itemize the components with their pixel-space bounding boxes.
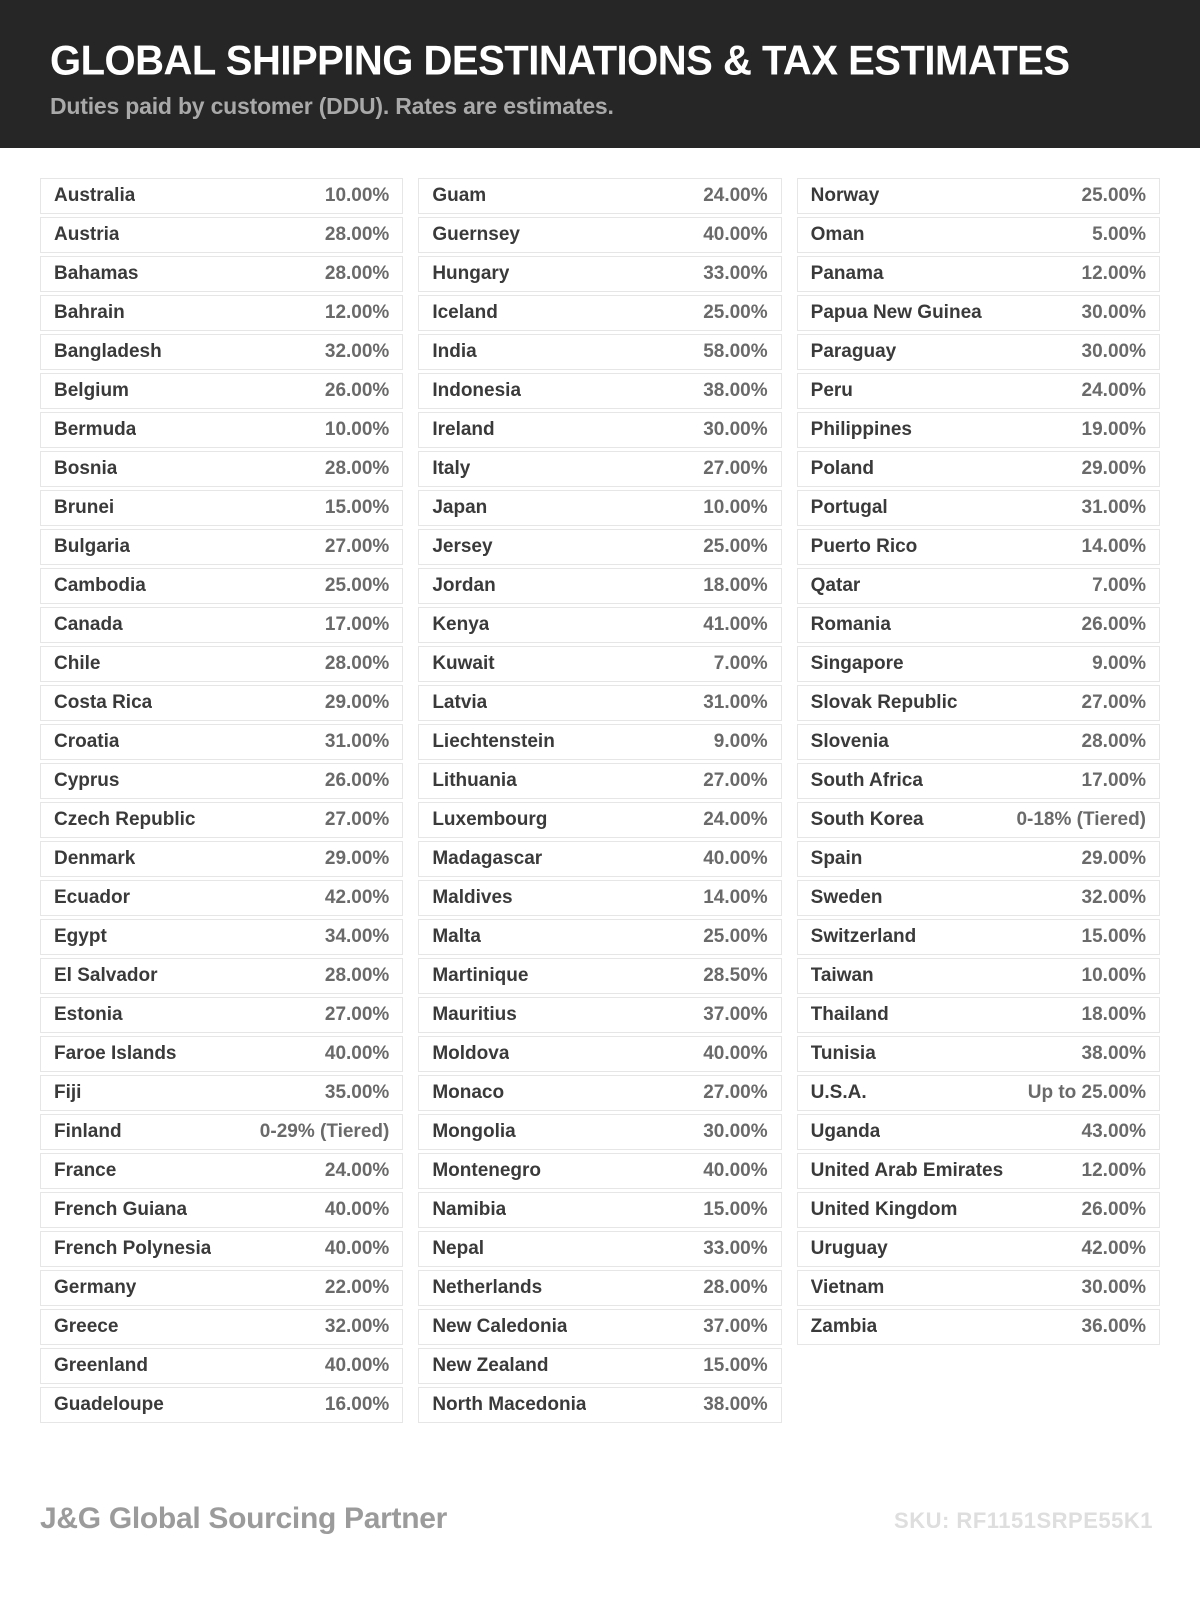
rate-value: 42.00%	[324, 887, 390, 908]
rate-value: 32.00%	[1081, 887, 1146, 908]
rate-value: 30.00%	[1081, 1277, 1146, 1298]
country-name: Brunei	[54, 497, 115, 518]
rates-table	[40, 178, 1160, 1426]
rate-row	[418, 685, 781, 721]
rate-row	[797, 256, 1160, 292]
rate-row	[797, 1153, 1160, 1189]
country-name: Papua New Guinea	[810, 302, 982, 323]
country-name: Mauritius	[432, 1004, 517, 1025]
rate-row	[40, 1309, 403, 1345]
rate-value: 28.00%	[324, 263, 390, 284]
rate-value: 40.00%	[703, 224, 768, 245]
country-name: Philippines	[810, 419, 913, 440]
rate-row	[418, 490, 781, 526]
rate-row	[418, 1231, 781, 1267]
country-name: India	[432, 341, 477, 362]
rate-value: 35.00%	[324, 1082, 390, 1103]
rate-value: 43.00%	[1081, 1121, 1146, 1142]
country-name: United Kingdom	[810, 1199, 958, 1220]
country-name: Canada	[54, 614, 123, 635]
rate-value: 31.00%	[703, 692, 768, 713]
rate-row	[418, 334, 781, 370]
rate-value: 25.00%	[1081, 185, 1146, 206]
rate-value: 29.00%	[1081, 848, 1146, 869]
rate-row	[797, 763, 1160, 799]
rate-value: 38.00%	[1081, 1043, 1146, 1064]
rate-row	[797, 607, 1160, 643]
country-name: South Africa	[810, 770, 923, 791]
rate-value: 33.00%	[703, 1238, 768, 1259]
rate-row	[418, 607, 781, 643]
country-name: Kenya	[432, 614, 490, 635]
rate-row	[418, 412, 781, 448]
country-name: Jersey	[432, 536, 493, 557]
country-name: U.S.A.	[810, 1082, 867, 1103]
rate-row	[40, 490, 403, 526]
rate-value: 24.00%	[703, 185, 768, 206]
rate-row	[797, 1192, 1160, 1228]
rate-value: 10.00%	[324, 419, 390, 440]
country-name: Latvia	[432, 692, 488, 713]
rate-row	[40, 178, 403, 214]
rate-row	[797, 646, 1160, 682]
country-name: Belgium	[54, 380, 129, 401]
country-name: Cyprus	[54, 770, 120, 791]
rate-value: 7.00%	[713, 653, 768, 674]
rate-value: 28.00%	[324, 224, 390, 245]
rate-row	[40, 1270, 403, 1306]
country-name: Singapore	[810, 653, 904, 674]
country-name: Greece	[54, 1316, 119, 1337]
country-name: El Salvador	[54, 965, 158, 986]
rate-value: 30.00%	[703, 1121, 768, 1142]
rate-value: 31.00%	[324, 731, 390, 752]
rate-row	[418, 997, 781, 1033]
rate-value: 28.50%	[703, 965, 768, 986]
rate-row	[418, 1114, 781, 1150]
rate-value: 30.00%	[1081, 341, 1146, 362]
rate-value: 40.00%	[324, 1355, 390, 1376]
rate-value: 40.00%	[703, 1043, 768, 1064]
rate-value: 0-18% (Tiered)	[1016, 809, 1146, 830]
rate-value: 16.00%	[324, 1394, 390, 1415]
rate-row	[418, 451, 781, 487]
country-name: New Zealand	[432, 1355, 549, 1376]
country-name: Bahrain	[54, 302, 125, 323]
country-name: Netherlands	[432, 1277, 543, 1298]
rate-row	[797, 490, 1160, 526]
rate-row	[40, 958, 403, 994]
country-name: Zambia	[810, 1316, 878, 1337]
rate-value: 28.00%	[703, 1277, 768, 1298]
rate-row	[40, 334, 403, 370]
rate-value: 37.00%	[703, 1004, 768, 1025]
country-name: Sweden	[810, 887, 883, 908]
country-name: Ireland	[432, 419, 495, 440]
rate-value: 28.00%	[324, 965, 390, 986]
country-name: Egypt	[54, 926, 107, 947]
country-name: Malta	[432, 926, 481, 947]
country-name: Romania	[810, 614, 891, 635]
country-name: Poland	[810, 458, 874, 479]
country-name: North Macedonia	[432, 1394, 587, 1415]
rate-row	[418, 217, 781, 253]
sku-label: SKU: RF1151SRPE55K1	[894, 1508, 1153, 1533]
rate-value: 29.00%	[1081, 458, 1146, 479]
rate-row	[797, 295, 1160, 331]
rate-row	[797, 1114, 1160, 1150]
country-name: Montenegro	[432, 1160, 542, 1181]
country-name: Oman	[810, 224, 865, 245]
rate-value: 30.00%	[703, 419, 768, 440]
rate-row	[797, 1270, 1160, 1306]
country-name: South Korea	[810, 809, 924, 830]
rate-row	[418, 1075, 781, 1111]
country-name: Vietnam	[810, 1277, 885, 1298]
rate-value: 24.00%	[703, 809, 768, 830]
header-banner	[0, 0, 1200, 148]
rate-row	[40, 724, 403, 760]
rate-value: 38.00%	[703, 1394, 768, 1415]
country-name: Norway	[810, 185, 880, 206]
rate-row	[418, 256, 781, 292]
rate-value: 26.00%	[324, 380, 390, 401]
rate-row	[40, 1075, 403, 1111]
rate-value: 38.00%	[703, 380, 768, 401]
rate-value: 18.00%	[1081, 1004, 1146, 1025]
rate-value: 10.00%	[703, 497, 768, 518]
rate-row	[418, 646, 781, 682]
rate-value: 15.00%	[703, 1355, 768, 1376]
rate-value: 9.00%	[713, 731, 768, 752]
rate-row	[797, 334, 1160, 370]
rate-value: 24.00%	[1081, 380, 1146, 401]
rate-row	[40, 685, 403, 721]
rate-row	[40, 1387, 403, 1423]
rate-value: 40.00%	[324, 1199, 390, 1220]
rate-row	[40, 802, 403, 838]
rate-row	[40, 256, 403, 292]
rate-row	[418, 1309, 781, 1345]
rate-value: 30.00%	[1081, 302, 1146, 323]
rates-column-2	[418, 178, 781, 1426]
rate-row	[797, 841, 1160, 877]
rate-value: 29.00%	[324, 848, 390, 869]
country-name: Tunisia	[810, 1043, 876, 1064]
rate-row	[797, 880, 1160, 916]
country-name: Indonesia	[432, 380, 522, 401]
rate-row	[40, 373, 403, 409]
rate-row	[418, 724, 781, 760]
rate-value: 24.00%	[324, 1160, 390, 1181]
rate-row	[797, 373, 1160, 409]
country-name: Madagascar	[432, 848, 543, 869]
rate-row	[40, 1114, 403, 1150]
rate-value: 34.00%	[324, 926, 390, 947]
rate-row	[40, 217, 403, 253]
rate-value: 18.00%	[703, 575, 768, 596]
rate-row	[40, 295, 403, 331]
country-name: Faroe Islands	[54, 1043, 177, 1064]
rate-row	[797, 958, 1160, 994]
rate-row	[40, 646, 403, 682]
rate-row	[418, 568, 781, 604]
country-name: Namibia	[432, 1199, 507, 1220]
country-name: Martinique	[432, 965, 529, 986]
rate-value: 32.00%	[324, 1316, 390, 1337]
country-name: Guam	[432, 185, 487, 206]
rate-value: 28.00%	[324, 458, 390, 479]
country-name: Monaco	[432, 1082, 505, 1103]
rate-row	[418, 841, 781, 877]
country-name: Moldova	[432, 1043, 510, 1064]
country-name: Slovenia	[810, 731, 889, 752]
rate-value: 32.00%	[324, 341, 390, 362]
country-name: Denmark	[54, 848, 136, 869]
rate-value: 28.00%	[324, 653, 390, 674]
rate-row	[40, 841, 403, 877]
rate-value: 12.00%	[324, 302, 390, 323]
footer	[40, 1502, 1153, 1536]
country-name: Fiji	[54, 1082, 82, 1103]
rate-value: 27.00%	[1081, 692, 1146, 713]
page-title: GLOBAL SHIPPING DESTINATIONS & TAX ESTIMATES	[50, 38, 1070, 84]
rate-row	[40, 451, 403, 487]
rate-row	[418, 1270, 781, 1306]
brand-name: J&G Global Sourcing Partner	[40, 1502, 447, 1535]
page-subtitle: Duties paid by customer (DDU). Rates are estimates.	[50, 93, 614, 119]
rate-row	[797, 1075, 1160, 1111]
country-name: United Arab Emirates	[810, 1160, 1004, 1181]
rate-value: 15.00%	[1081, 926, 1146, 947]
rate-value: 58.00%	[703, 341, 768, 362]
rate-value: 33.00%	[703, 263, 768, 284]
rate-value: 40.00%	[703, 1160, 768, 1181]
rate-row	[797, 1231, 1160, 1267]
rate-row	[418, 802, 781, 838]
rate-value: 25.00%	[703, 536, 768, 557]
rate-row	[797, 451, 1160, 487]
country-name: Croatia	[54, 731, 120, 752]
rate-row	[797, 568, 1160, 604]
country-name: Switzerland	[810, 926, 917, 947]
country-name: Qatar	[810, 575, 861, 596]
rate-value: 36.00%	[1081, 1316, 1146, 1337]
rate-value: 40.00%	[324, 1238, 390, 1259]
rate-row	[418, 880, 781, 916]
country-name: Kuwait	[432, 653, 495, 674]
country-name: Italy	[432, 458, 471, 479]
rate-row	[418, 178, 781, 214]
rate-value: 28.00%	[1081, 731, 1146, 752]
rate-value: 27.00%	[324, 536, 390, 557]
country-name: Costa Rica	[54, 692, 153, 713]
rate-row	[418, 763, 781, 799]
rate-row	[40, 1348, 403, 1384]
rate-row	[797, 529, 1160, 565]
country-name: Cambodia	[54, 575, 146, 596]
rate-row	[40, 1231, 403, 1267]
rate-row	[40, 1153, 403, 1189]
country-name: Guernsey	[432, 224, 520, 245]
country-name: Liechtenstein	[432, 731, 555, 752]
rate-value: 41.00%	[703, 614, 768, 635]
country-name: Ecuador	[54, 887, 131, 908]
country-name: Finland	[54, 1121, 122, 1142]
rate-value: 40.00%	[324, 1043, 390, 1064]
rate-value: 40.00%	[703, 848, 768, 869]
country-name: Jordan	[432, 575, 496, 596]
rate-value: 25.00%	[324, 575, 390, 596]
rate-value: 9.00%	[1092, 653, 1146, 674]
rate-value: 7.00%	[1092, 575, 1146, 596]
country-name: Nepal	[432, 1238, 485, 1259]
rate-row	[40, 997, 403, 1033]
rate-value: 26.00%	[324, 770, 390, 791]
country-name: Portugal	[810, 497, 888, 518]
rate-row	[40, 763, 403, 799]
rate-row	[418, 958, 781, 994]
country-name: Japan	[432, 497, 488, 518]
rate-value: 15.00%	[703, 1199, 768, 1220]
country-name: New Caledonia	[432, 1316, 568, 1337]
rate-row	[797, 997, 1160, 1033]
country-name: Mongolia	[432, 1121, 516, 1142]
rate-value: 12.00%	[1081, 1160, 1146, 1181]
country-name: Thailand	[810, 1004, 889, 1025]
rate-value: 5.00%	[1092, 224, 1146, 245]
country-name: Czech Republic	[54, 809, 196, 830]
rate-value: 27.00%	[703, 770, 768, 791]
rate-value: 25.00%	[703, 302, 768, 323]
rate-row	[797, 1036, 1160, 1072]
country-name: Uruguay	[810, 1238, 888, 1259]
rate-value: 12.00%	[1081, 263, 1146, 284]
country-name: Uganda	[810, 1121, 881, 1142]
rate-row	[40, 568, 403, 604]
rate-row	[797, 217, 1160, 253]
country-name: Bahamas	[54, 263, 139, 284]
rate-value: 10.00%	[324, 185, 390, 206]
rate-row	[797, 724, 1160, 760]
rate-row	[418, 1153, 781, 1189]
rate-row	[40, 607, 403, 643]
rate-value: Up to 25.00%	[1027, 1082, 1146, 1103]
country-name: Hungary	[432, 263, 510, 284]
rate-value: 26.00%	[1081, 1199, 1146, 1220]
country-name: Germany	[54, 1277, 137, 1298]
country-name: Spain	[810, 848, 863, 869]
country-name: France	[54, 1160, 117, 1181]
rate-row	[797, 919, 1160, 955]
rate-value: 10.00%	[1081, 965, 1146, 986]
country-name: Guadeloupe	[54, 1394, 164, 1415]
rate-row	[418, 1387, 781, 1423]
rate-value: 14.00%	[703, 887, 768, 908]
rate-row	[40, 1036, 403, 1072]
rate-value: 27.00%	[703, 458, 768, 479]
rate-value: 27.00%	[324, 1004, 390, 1025]
rate-value: 0-29% (Tiered)	[259, 1121, 390, 1142]
country-name: Greenland	[54, 1355, 148, 1376]
rate-row	[418, 373, 781, 409]
rate-row	[797, 802, 1160, 838]
rate-row	[418, 1192, 781, 1228]
rate-row	[40, 880, 403, 916]
rate-value: 42.00%	[1081, 1238, 1146, 1259]
country-name: Iceland	[432, 302, 498, 323]
rate-value: 17.00%	[1081, 770, 1146, 791]
rate-row	[40, 529, 403, 565]
country-name: Panama	[810, 263, 884, 284]
rate-value: 14.00%	[1081, 536, 1146, 557]
rate-value: 15.00%	[324, 497, 390, 518]
country-name: Lithuania	[432, 770, 517, 791]
rate-row	[797, 412, 1160, 448]
rate-row	[797, 178, 1160, 214]
country-name: Paraguay	[810, 341, 897, 362]
country-name: Bulgaria	[54, 536, 131, 557]
rate-value: 29.00%	[324, 692, 390, 713]
rate-value: 26.00%	[1081, 614, 1146, 635]
country-name: Bosnia	[54, 458, 118, 479]
country-name: Bermuda	[54, 419, 137, 440]
rates-column-3	[797, 178, 1160, 1348]
country-name: Peru	[810, 380, 853, 401]
rates-column-1	[40, 178, 403, 1426]
rate-row	[418, 1348, 781, 1384]
country-name: Chile	[54, 653, 101, 674]
country-name: Australia	[54, 185, 136, 206]
country-name: Estonia	[54, 1004, 123, 1025]
rate-row	[40, 919, 403, 955]
country-name: French Polynesia	[54, 1238, 212, 1259]
rate-row	[418, 919, 781, 955]
rate-value: 27.00%	[324, 809, 390, 830]
country-name: Austria	[54, 224, 120, 245]
country-name: Slovak Republic	[810, 692, 958, 713]
rate-value: 27.00%	[703, 1082, 768, 1103]
rate-value: 25.00%	[703, 926, 768, 947]
rate-row	[797, 685, 1160, 721]
rate-row	[418, 529, 781, 565]
rate-value: 19.00%	[1081, 419, 1146, 440]
rate-row	[797, 1309, 1160, 1345]
country-name: Bangladesh	[54, 341, 162, 362]
country-name: Maldives	[432, 887, 513, 908]
rate-value: 31.00%	[1081, 497, 1146, 518]
rate-row	[40, 412, 403, 448]
rate-value: 17.00%	[324, 614, 390, 635]
rate-value: 37.00%	[703, 1316, 768, 1337]
rate-row	[418, 295, 781, 331]
rate-row	[418, 1036, 781, 1072]
country-name: French Guiana	[54, 1199, 188, 1220]
country-name: Taiwan	[810, 965, 874, 986]
rate-row	[40, 1192, 403, 1228]
rate-value: 22.00%	[324, 1277, 390, 1298]
country-name: Puerto Rico	[810, 536, 918, 557]
country-name: Luxembourg	[432, 809, 548, 830]
